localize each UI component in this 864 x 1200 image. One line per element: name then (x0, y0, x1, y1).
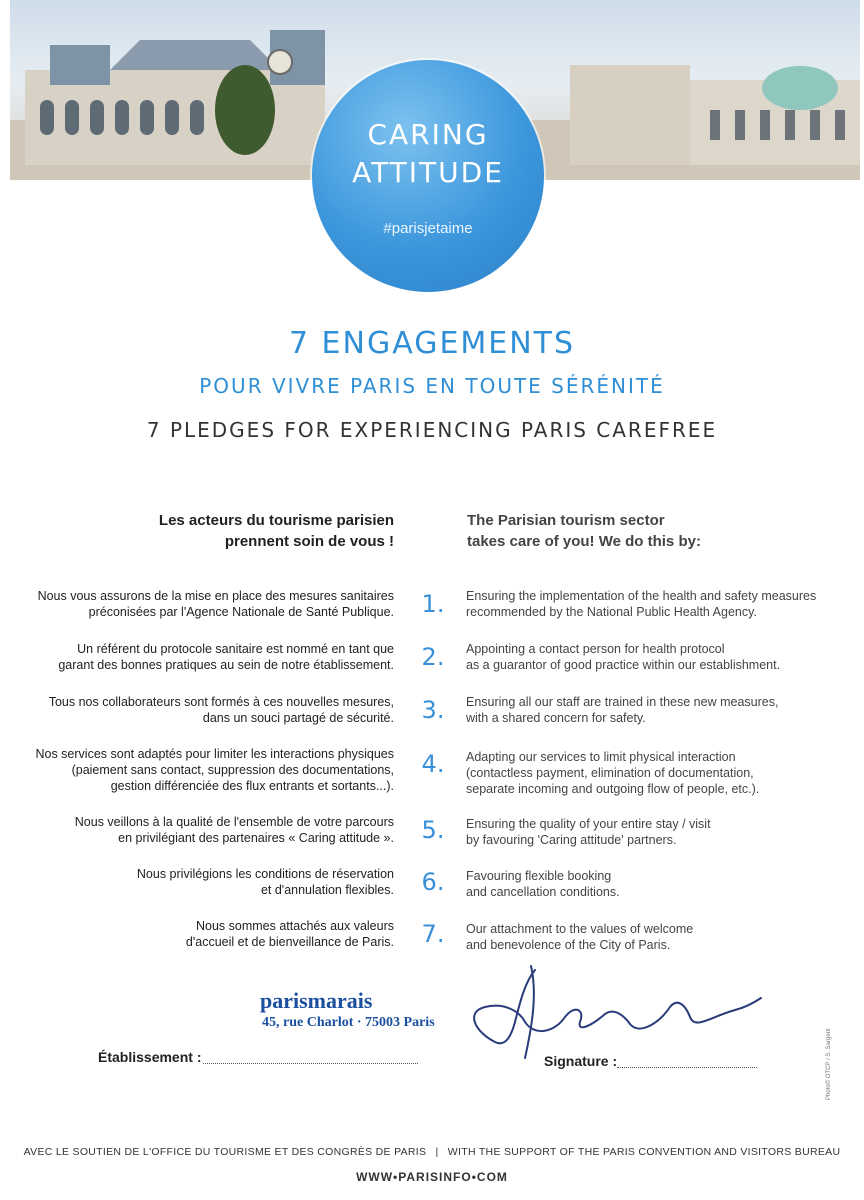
pledge-line: Ensuring all our staff are trained in these new measures, (466, 695, 779, 709)
footer-french-text: AVEC LE SOUTIEN DE L'OFFICE DU TOURISME ET DES CONGRÈS DE PARIS (23, 1146, 427, 1158)
establishment-stamp-name: parismarais (260, 988, 373, 1013)
pledge-line: Un référent du protocole sanitaire est nommé en tant que (77, 642, 394, 656)
pledge-french-text (4, 588, 394, 620)
pledge-line: by favouring 'Caring attitude' partners. (466, 833, 677, 847)
pledge-line: and benevolence of the City of Paris. (466, 938, 671, 952)
pledge-french-text (4, 746, 394, 794)
pledge-english-text (466, 749, 846, 797)
pledge-number: 6. (421, 868, 445, 896)
pledge-line: Adapting our services to limit physical interaction (466, 750, 736, 764)
establishment-stamp-address: 45, rue Charlot · 75003 Paris (262, 1015, 435, 1030)
pledge-number: 7. (421, 920, 445, 948)
pledge-english-text (466, 921, 846, 953)
pledge-english-text (466, 641, 846, 673)
pledge-line: dans un souci partagé de sécurité. (202, 711, 394, 725)
badge-title-line2: ATTITUDE (352, 156, 504, 189)
pledge-line: d'accueil et de bienveillance de Paris. (185, 935, 394, 949)
signature-field-label: Signature : (544, 1053, 618, 1069)
pledge-number: 3. (421, 696, 445, 724)
pledge-line: (paiement sans contact, suppression des documentations, (71, 763, 394, 777)
pledge-line: recommended by the National Public Health Agency. (466, 605, 757, 619)
pledge-line: garant des bonnes pratiques au sein de notre établissement. (58, 658, 394, 672)
badge-hashtag: #parisjetaime (383, 220, 473, 237)
pledge-english-text (466, 694, 846, 726)
pledge-line: with a shared concern for safety. (466, 711, 646, 725)
pledge-line: Ensuring the quality of your entire stay / visit (466, 817, 711, 831)
pledge-line: Ensuring the implementation of the health and safety measures (466, 589, 817, 603)
signature-field-line[interactable] (617, 1067, 757, 1068)
pledge-line: Tous nos collaborateurs sont formés à ces nouvelles mesures, (48, 695, 394, 709)
establishment-field-line[interactable] (203, 1063, 418, 1064)
pledge-line: et d'annulation flexibles. (260, 883, 394, 897)
pledge-french-text (4, 866, 394, 898)
pledge-english-text (466, 588, 846, 620)
french-heading-line: Les acteurs du tourisme parisien (158, 512, 394, 529)
pledge-line: separate incoming and outgoing flow of people, etc.). (466, 782, 760, 796)
english-column-heading (467, 510, 807, 552)
pledge-number: 2. (421, 643, 445, 671)
caring-attitude-badge (312, 60, 544, 292)
pledge-line: Nous vous assurons de la mise en place des mesures sanitaires (37, 589, 394, 603)
french-column-heading (64, 510, 394, 552)
footer-support-line (0, 1146, 864, 1158)
pledge-line: Nous sommes attachés aux valeurs (195, 919, 394, 933)
pledge-line: Nous privilégions les conditions de réservation (136, 867, 394, 881)
pledge-line: and cancellation conditions. (466, 885, 620, 899)
pledge-line: préconisées par l'Agence Nationale de Santé Publique. (88, 605, 394, 619)
pledge-line: Appointing a contact person for health protocol (466, 642, 725, 656)
website-link[interactable]: WWW•PARISINFO•COM (356, 1170, 508, 1184)
pledge-line: Nous veillons à la qualité de l'ensemble de votre parcours (74, 815, 394, 829)
english-subheading: 7 PLEDGES FOR EXPERIENCING PARIS CAREFREE (146, 418, 718, 442)
french-heading-line: prennent soin de vous ! (224, 533, 394, 550)
pledge-line: Our attachment to the values of welcome (466, 922, 694, 936)
handwritten-signature (465, 962, 765, 1062)
badge-title-line1: CARING (367, 118, 489, 151)
pledge-french-text (4, 814, 394, 846)
footer-separator: | (435, 1146, 439, 1158)
photo-credit: Photo© OTCP / S. Sargent (826, 1028, 832, 1100)
pledge-french-text (4, 694, 394, 726)
english-heading-line: takes care of you! We do this by: (467, 533, 701, 550)
pledge-line: Nos services sont adaptés pour limiter les interactions physiques (35, 747, 394, 761)
pledge-english-text (466, 816, 846, 848)
pledge-french-text (4, 641, 394, 673)
pledge-line: gestion différenciée des flux entrants et sortants...). (110, 779, 394, 793)
pledge-line: as a guarantor of good practice within our establishment. (466, 658, 781, 672)
pledge-number: 1. (421, 590, 445, 618)
english-heading-line: The Parisian tourism sector (467, 512, 665, 529)
pledge-number: 5. (421, 816, 445, 844)
footer-english-text: WITH THE SUPPORT OF THE PARIS CONVENTION AND VISITORS BUREAU (447, 1146, 841, 1158)
pledge-english-text (466, 868, 846, 900)
pledge-line: en privilégiant des partenaires « Caring attitude ». (118, 831, 394, 845)
establishment-field-label: Établissement : (98, 1049, 202, 1065)
pledge-line: (contactless payment, elimination of documentation, (466, 766, 754, 780)
pledge-number: 4. (421, 750, 445, 778)
main-heading: 7 ENGAGEMENTS (288, 326, 576, 361)
french-subheading: POUR VIVRE PARIS EN TOUTE SÉRÉNITÉ (199, 374, 665, 398)
pledge-french-text (4, 918, 394, 950)
pledge-line: Favouring flexible booking (466, 869, 612, 883)
